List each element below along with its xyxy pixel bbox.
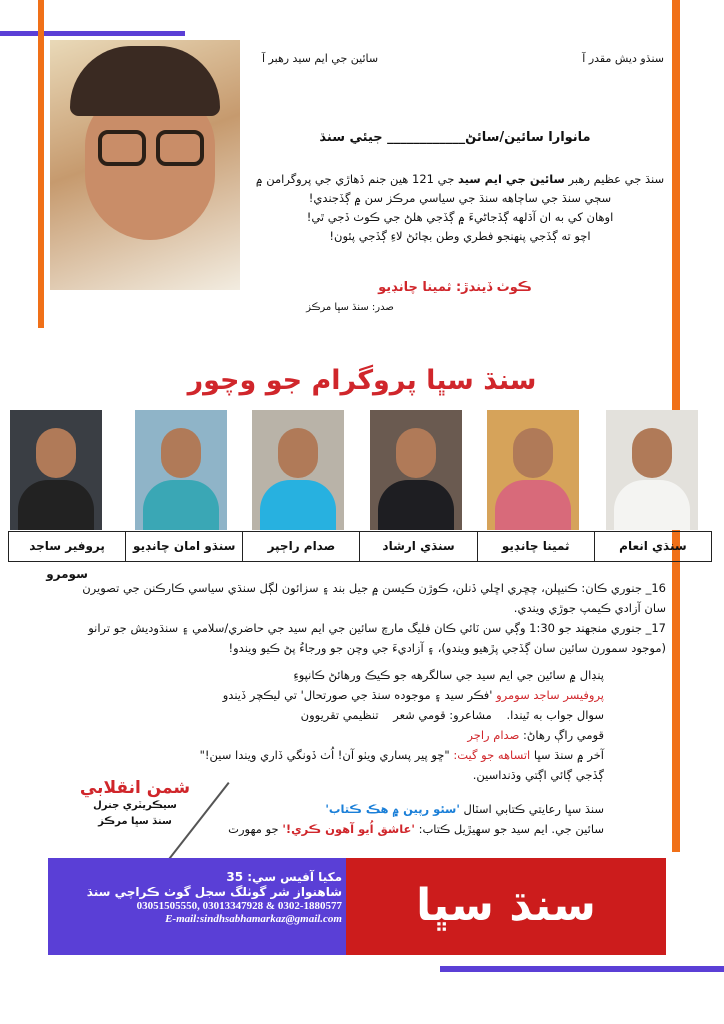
program-title: سنڌ سڀا پروگرام جو وچور: [187, 365, 537, 396]
speaker-photo: [487, 410, 579, 530]
invitation-text: سنڌ جي عظيم رهبر سائين جي ايم سيد جي 121 هين جنم ڏهاڙي جي پروگرامن ۾ سڄي سنڌ جي ساڄاهه سنڌ جي سياسي مرڪز سن ۾ ڳڏجندي! اوهان کي به ان آڌلهه ڳڏجاڻيءَ ۾ ڳڏجي هلڻ جي ڪوٺ ڏجي ٿي! اچو ته ڳڏجي پنهنجو فطري وطن بچائڻ لاءِ ڳڏجي پئون!: [255, 172, 665, 243]
speaker-name: ثمينا چانڊيو: [477, 532, 594, 561]
program-details: 16_ جنوري ڪان: ڪنيپلن، چڇري اڇلي ڏنلن، ڪوڙن ڪيسن ۾ جيل بند ۽ سزائون لڳل سنڌي سياسي ڪارڪنن جي تصويرن سان آزادي ڪيمپ جوڙي ويندي. 17_ جنوري منجهند جو 1:30 وڳي سن ٽائي ڪان فليگ مارچ سائين جي ايم سيد جي حاضري/سلامي ۽ سنڌوديش جو ترانو (موجود سمورن سائين سان ڳڏجي پڙهيو ويندو)، ۽ آزاديءَ جي وچن جو ورجاءُ پڻ ڪيو ويندو!: [82, 581, 666, 655]
speaker-photo: [370, 410, 462, 530]
decorative-purple-line: [440, 966, 724, 972]
speaker-photo: [135, 410, 227, 530]
inviter-name: ڪوٺ ڏيندڙ: ثمينا چانڊيو: [378, 280, 532, 295]
salutation: مانوارا سائين/سائڻ____________ جيئي سنڌ: [319, 130, 591, 145]
decorative-orange-bar: [38, 0, 44, 328]
brand-logo: سنڌ سڀا: [346, 858, 666, 955]
program-details-2: پنڊال ۾ سائين جي ايم سيد جي سالگرهه جو ڪيڪ ورهائڻ ڪانپوءِ پروفيسر ساجد سومرو 'فڪر سيد ۽ موجوده سنڌ جي صورتحال' تي ليڪچر ڏيندو سوال جواب به ٿيندا. مشاعرو: قومي شعر تنظيمي تقريوون قومي راڳ رهاڻ: صدام راڄر آخر ۾ سنڌ سڀا اتساهه جو گيت: "ڇو پير پساري ويٺو آن! اُٺ ڏونگي ڏاري ويندا سين!" ڳڏجي ڳائي اڳتي وڌنداسين. سنڌ سڀا رعايتي ڪتابي اسٽال 'سئو رپين ۾ هڪ ڪتاب' سائين جي. ايم سيد جو سهيڙيل ڪتاب: 'عاشق اُيو آهون ڪري!' جو مهورت: [199, 668, 604, 836]
slogan-right: سنڌو ديش مقدر آ: [582, 52, 664, 65]
speaker-name: سنڌو امان چانڊيو: [125, 532, 242, 561]
speaker-photo: [606, 410, 698, 530]
speaker-photo: [10, 410, 102, 530]
speaker-photos: [10, 410, 714, 530]
contact-banner: مکيا آفيس سي: 35 شاهنواز شر گوٺلگ سجل گوٺ ڪراچي سنڌ 03051505550, 03013347928 & 0302-1880577 E-mail:sindhsabhamarkaz@gmail.com: [48, 858, 346, 955]
speaker-name: سنڌي ارشاد: [359, 532, 476, 561]
signature-block: شمن انقلابي سيڪريٽري جنرل سنڌ سڀا مرڪز: [79, 778, 191, 827]
speaker-photo: [252, 410, 344, 530]
inviter-role: صدر: سنڌ سڀا مرڪز: [306, 302, 394, 313]
speaker-name: پروفير ساجد سومرو: [29, 539, 105, 581]
slogan-left: سائين جي ايم سيد رهبر آ: [262, 52, 379, 65]
speaker-names-table: [8, 531, 712, 581]
speaker-name: صدام راڄپر: [242, 532, 359, 561]
gm-syed-portrait: [50, 40, 240, 290]
speaker-name: سنڌي انعام: [594, 532, 711, 561]
decorative-purple-line: [0, 31, 185, 36]
